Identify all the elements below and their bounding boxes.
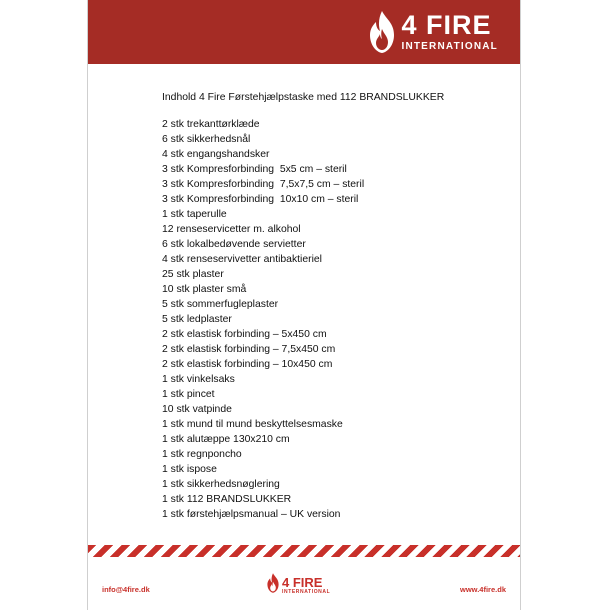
list-item: 3 stk Kompresforbinding 10x10 cm – steril	[162, 194, 359, 205]
footer-website[interactable]: www.4fire.dk	[460, 585, 506, 594]
hazard-stripe-divider	[88, 545, 520, 557]
footer-logo	[266, 572, 330, 599]
list-item: 1 stk mund til mund beskyttelsesmaske	[162, 419, 343, 430]
list-item: 6 stk lokalbedøvende servietter	[162, 239, 306, 250]
flame-icon	[266, 572, 280, 599]
document-page	[87, 0, 521, 610]
list-item: 6 stk sikkerhedsnål	[162, 134, 251, 145]
contents-list	[162, 117, 364, 522]
list-item: 10 stk plaster små	[162, 284, 247, 295]
document-title: Indhold 4 Fire Førstehjælpstaske med 112 BRANDSLUKKER	[162, 92, 445, 103]
list-item: 4 stk renseservivetter antibaktieriel	[162, 254, 322, 265]
footer-logo-sub: INTERNATIONAL	[282, 589, 331, 595]
list-item: 1 stk regnponcho	[162, 449, 242, 460]
list-item: 12 renseservicetter m. alkohol	[162, 224, 301, 235]
list-item: 25 stk plaster	[162, 269, 224, 280]
list-item: 2 stk elastisk forbinding – 7,5x450 cm	[162, 344, 336, 355]
list-item: 1 stk 112 BRANDSLUKKER	[162, 494, 292, 505]
list-item: 1 stk alutæppe 130x210 cm	[162, 434, 290, 445]
list-item: 1 stk ispose	[162, 464, 217, 475]
content-list-section	[162, 90, 502, 520]
footer	[88, 570, 520, 600]
list-item: 1 stk taperulle	[162, 209, 227, 220]
list-item: 1 stk førstehjælpsmanual – UK version	[162, 509, 341, 520]
logo-brand-text: 4 FIRE	[401, 10, 492, 40]
list-item: 10 stk vatpinde	[162, 404, 232, 415]
list-item: 2 stk elastisk forbinding – 5x450 cm	[162, 329, 327, 340]
list-item: 3 stk Kompresforbinding 5x5 cm – steril	[162, 164, 347, 175]
logo-sub-text: INTERNATIONAL	[401, 41, 498, 52]
brand-logo	[367, 6, 498, 58]
list-item: 4 stk engangshandsker	[162, 149, 270, 160]
list-item: 2 stk trekanttørklæde	[162, 119, 260, 130]
list-item: 5 stk sommerfugleplaster	[162, 299, 279, 310]
list-item: 1 stk pincet	[162, 389, 215, 400]
list-item: 1 stk sikkerhedsnøglering	[162, 479, 280, 490]
flame-icon	[367, 10, 397, 54]
header-banner	[88, 0, 520, 64]
list-item: 2 stk elastisk forbinding – 10x450 cm	[162, 359, 333, 370]
list-item: 1 stk vinkelsaks	[162, 374, 235, 385]
footer-email[interactable]: info@4fire.dk	[102, 585, 150, 594]
list-item: 5 stk ledplaster	[162, 314, 232, 325]
list-item: 3 stk Kompresforbinding 7,5x7,5 cm – steril	[162, 179, 365, 190]
footer-logo-brand: 4 FIRE	[282, 575, 323, 590]
